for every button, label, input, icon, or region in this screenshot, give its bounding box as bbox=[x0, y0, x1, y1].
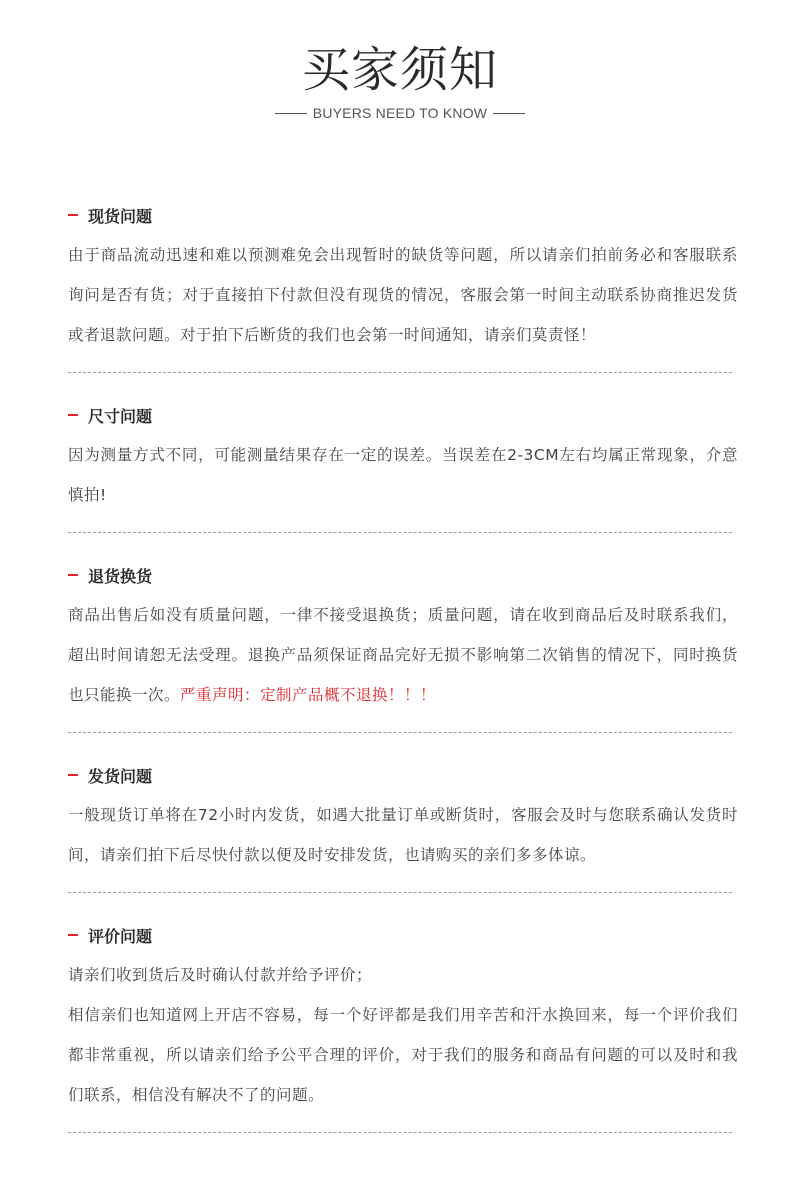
section-body bbox=[68, 435, 738, 515]
section-paragraph bbox=[68, 595, 738, 715]
section-paragraph: 相信亲们也知道网上开店不容易，每一个好评都是我们用辛苦和汗水换回来，每一个评价我们都非常重视，所以请亲们给予公平合理的评价，对于我们的服务和商品有问题的可以及时和我们联系，相信没有解决不了的问题。 bbox=[68, 1006, 738, 1104]
custom-product-warning: 严重声明：定制产品概不退换！！！ bbox=[180, 686, 437, 704]
dash-bullet-icon bbox=[68, 214, 78, 216]
subtitle-line-right bbox=[493, 113, 525, 114]
dash-bullet-icon bbox=[68, 414, 78, 416]
section-stock bbox=[68, 203, 738, 355]
section-title: 现货问题 bbox=[88, 206, 153, 226]
page-subtitle: BUYERS NEED TO KNOW bbox=[312, 105, 488, 121]
section-paragraph: 一般现货订单将在72小时内发货，如遇大批量订单或断货时，客服会及时与您联系确认发货时间，请亲们拍下后尽快付款以便及时安排发货，也请购买的亲们多多体谅。 bbox=[68, 806, 738, 864]
section-size bbox=[68, 403, 738, 515]
page-header bbox=[0, 0, 800, 140]
dash-bullet-icon bbox=[68, 774, 78, 776]
section-title: 尺寸问题 bbox=[88, 406, 153, 426]
section-paragraph: 请亲们收到货后及时确认付款并给予评价； bbox=[68, 966, 373, 984]
section-heading bbox=[68, 403, 738, 427]
dash-bullet-icon bbox=[68, 574, 78, 576]
returns-text: 商品出售后如没有质量问题，一律不接受退换货；质量问题，请在收到商品后及时联系我们，超出时间请恕无法受理。退换产品须保证商品完好无损不影响第二次销售的情况下，同时换货也只能换一次。 bbox=[68, 606, 738, 704]
dashed-divider bbox=[68, 1132, 732, 1133]
dashed-divider bbox=[68, 372, 732, 373]
subtitle-row bbox=[0, 103, 800, 123]
section-returns bbox=[68, 563, 738, 715]
dashed-divider bbox=[68, 532, 732, 533]
section-paragraph: 由于商品流动迅速和难以预测难免会出现暂时的缺货等问题，所以请亲们拍前务必和客服联系询问是否有货；对于直接拍下付款但没有现货的情况，客服会第一时间主动联系协商推迟发货或者退款问题。对于拍下后断货的我们也会第一时间通知，请亲们莫责怪！ bbox=[68, 246, 738, 344]
section-heading bbox=[68, 203, 738, 227]
section-heading bbox=[68, 763, 738, 787]
section-paragraph: 因为测量方式不同，可能测量结果存在一定的误差。当误差在2-3CM左右均属正常现象，介意慎拍! bbox=[68, 446, 738, 504]
dashed-divider bbox=[68, 892, 732, 893]
section-title: 发货问题 bbox=[88, 766, 153, 786]
section-body bbox=[68, 235, 738, 355]
section-reviews bbox=[68, 923, 738, 1115]
dash-bullet-icon bbox=[68, 934, 78, 936]
page-title: 买家须知 bbox=[301, 42, 498, 98]
section-title: 退货换货 bbox=[88, 566, 153, 586]
section-body bbox=[68, 795, 738, 875]
section-title: 评价问题 bbox=[88, 926, 153, 946]
section-shipping bbox=[68, 763, 738, 875]
section-heading bbox=[68, 563, 738, 587]
section-body bbox=[68, 955, 738, 1115]
subtitle-line-left bbox=[275, 113, 307, 114]
section-heading bbox=[68, 923, 738, 947]
dashed-divider bbox=[68, 732, 732, 733]
section-body bbox=[68, 595, 738, 715]
